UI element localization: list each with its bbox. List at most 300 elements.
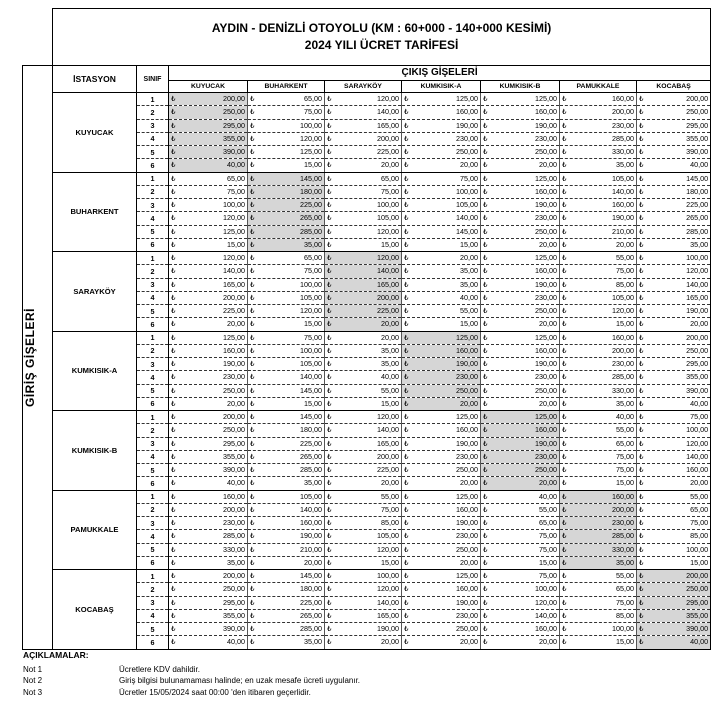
fare-value: 390,00 (686, 147, 709, 157)
fare-cell (481, 437, 560, 450)
note-text: Ücretlere KDV dahildir. (119, 664, 200, 674)
fare-cell (637, 490, 711, 503)
fare-cell (248, 437, 325, 450)
fare-value: 285,00 (612, 531, 634, 541)
fare-value: 200,00 (223, 412, 245, 422)
currency-symbol: ₺ (639, 200, 644, 210)
fare-cell (481, 252, 560, 265)
vehicle-class: 5 (137, 225, 169, 238)
fare-cell (637, 119, 711, 132)
fare-value: 190,00 (377, 624, 399, 634)
currency-symbol: ₺ (483, 597, 488, 607)
currency-symbol: ₺ (562, 518, 567, 528)
tariff-table (22, 8, 711, 650)
fare-value: 35,00 (616, 160, 634, 170)
fare-value: 120,00 (377, 544, 399, 554)
currency-symbol: ₺ (562, 120, 567, 130)
fare-cell (248, 450, 325, 463)
currency-symbol: ₺ (171, 624, 176, 634)
currency-symbol: ₺ (250, 478, 255, 488)
fare-value: 265,00 (300, 610, 322, 620)
fare-cell (560, 424, 637, 437)
currency-symbol: ₺ (171, 239, 176, 249)
fare-value: 120,00 (686, 266, 709, 276)
currency-symbol: ₺ (483, 345, 488, 355)
vehicle-class: 1 (137, 411, 169, 424)
fare-value: 165,00 (377, 120, 399, 130)
currency-symbol: ₺ (483, 107, 488, 117)
station-name: PAMUKKALE (53, 490, 137, 570)
fare-cell (402, 93, 481, 106)
fare-value: 160,00 (535, 624, 557, 634)
fare-value: 85,00 (616, 610, 634, 620)
currency-symbol: ₺ (250, 200, 255, 210)
currency-symbol: ₺ (562, 306, 567, 316)
currency-symbol: ₺ (639, 597, 644, 607)
currency-symbol: ₺ (639, 518, 644, 528)
fare-cell (637, 623, 711, 636)
currency-symbol: ₺ (639, 637, 644, 647)
fare-cell (169, 172, 248, 185)
fare-cell (169, 397, 248, 410)
fare-cell (481, 318, 560, 331)
fare-cell (325, 146, 402, 159)
currency-symbol: ₺ (171, 226, 176, 236)
currency-symbol: ₺ (404, 637, 409, 647)
table-row (23, 331, 711, 344)
fare-cell (637, 238, 711, 251)
fare-value: 20,00 (460, 253, 478, 263)
fare-value: 210,00 (612, 226, 634, 236)
fare-cell (637, 517, 711, 530)
fare-cell (169, 570, 248, 583)
currency-symbol: ₺ (250, 332, 255, 342)
fare-cell (248, 225, 325, 238)
fare-value: 160,00 (535, 345, 557, 355)
fare-cell (637, 464, 711, 477)
fare-cell (325, 623, 402, 636)
fare-cell (560, 318, 637, 331)
currency-symbol: ₺ (483, 584, 488, 594)
fare-cell (402, 278, 481, 291)
fare-cell (402, 424, 481, 437)
fare-cell (248, 119, 325, 132)
fare-cell (325, 490, 402, 503)
fare-value: 160,00 (456, 584, 478, 594)
fare-cell (637, 358, 711, 371)
fare-cell (637, 265, 711, 278)
currency-symbol: ₺ (639, 345, 644, 355)
currency-symbol: ₺ (250, 266, 255, 276)
currency-symbol: ₺ (327, 173, 332, 183)
fare-value: 140,00 (377, 107, 399, 117)
fare-value: 100,00 (223, 200, 245, 210)
fare-cell (248, 543, 325, 556)
currency-symbol: ₺ (171, 173, 176, 183)
vehicle-class: 5 (137, 464, 169, 477)
currency-symbol: ₺ (562, 438, 567, 448)
currency-symbol: ₺ (327, 478, 332, 488)
fare-cell (481, 517, 560, 530)
fare-cell (560, 543, 637, 556)
currency-symbol: ₺ (327, 438, 332, 448)
currency-symbol: ₺ (404, 465, 409, 475)
fare-value: 35,00 (304, 637, 322, 647)
fare-cell (560, 596, 637, 609)
fare-cell (637, 93, 711, 106)
fare-value: 105,00 (300, 491, 322, 501)
currency-symbol: ₺ (327, 266, 332, 276)
fare-cell (560, 464, 637, 477)
currency-symbol: ₺ (250, 425, 255, 435)
fare-value: 105,00 (377, 213, 399, 223)
currency-symbol: ₺ (483, 133, 488, 143)
fare-value: 285,00 (300, 465, 322, 475)
fare-value: 20,00 (539, 478, 557, 488)
currency-symbol: ₺ (171, 213, 176, 223)
fare-cell (325, 225, 402, 238)
fare-cell (402, 344, 481, 357)
fare-value: 330,00 (612, 544, 634, 554)
station-name: KUMKISIK-A (53, 331, 137, 411)
fare-value: 190,00 (686, 306, 709, 316)
fare-value: 40,00 (227, 478, 245, 488)
fare-value: 125,00 (456, 571, 478, 581)
exit-header: ÇIKIŞ GİŞELERİ (169, 66, 711, 81)
fare-value: 160,00 (612, 200, 634, 210)
currency-symbol: ₺ (404, 173, 409, 183)
currency-symbol: ₺ (404, 359, 409, 369)
fare-value: 125,00 (456, 491, 478, 501)
currency-symbol: ₺ (562, 319, 567, 329)
fare-cell (248, 623, 325, 636)
currency-symbol: ₺ (404, 279, 409, 289)
note-label: Not 1 (23, 664, 43, 674)
fare-cell (481, 490, 560, 503)
fare-cell (560, 450, 637, 463)
fare-value: 40,00 (690, 160, 709, 170)
currency-symbol: ₺ (171, 571, 176, 581)
fare-value: 250,00 (535, 226, 557, 236)
fare-value: 20,00 (227, 398, 245, 408)
currency-symbol: ₺ (327, 597, 332, 607)
fare-value: 200,00 (612, 107, 634, 117)
fare-value: 225,00 (377, 147, 399, 157)
fare-value: 20,00 (539, 239, 557, 249)
fare-cell (402, 477, 481, 490)
vehicle-class: 5 (137, 384, 169, 397)
fare-cell (325, 265, 402, 278)
fare-cell (481, 450, 560, 463)
fare-value: 145,00 (300, 173, 322, 183)
fare-value: 355,00 (223, 610, 245, 620)
currency-symbol: ₺ (250, 226, 255, 236)
fare-value: 200,00 (223, 504, 245, 514)
currency-symbol: ₺ (404, 504, 409, 514)
fare-cell (402, 517, 481, 530)
currency-symbol: ₺ (171, 385, 176, 395)
currency-symbol: ₺ (404, 518, 409, 528)
fare-value: 100,00 (300, 120, 322, 130)
currency-symbol: ₺ (404, 557, 409, 567)
fare-cell (402, 199, 481, 212)
currency-symbol: ₺ (327, 306, 332, 316)
fare-value: 160,00 (456, 425, 478, 435)
currency-symbol: ₺ (404, 372, 409, 382)
currency-symbol: ₺ (639, 160, 644, 170)
currency-symbol: ₺ (404, 610, 409, 620)
fare-cell (248, 172, 325, 185)
fare-cell (169, 464, 248, 477)
currency-symbol: ₺ (404, 332, 409, 342)
currency-symbol: ₺ (639, 438, 644, 448)
fare-cell (169, 291, 248, 304)
fare-value: 250,00 (456, 465, 478, 475)
currency-symbol: ₺ (404, 597, 409, 607)
fare-cell (560, 291, 637, 304)
vehicle-class: 4 (137, 291, 169, 304)
fare-cell (325, 358, 402, 371)
vehicle-class: 6 (137, 238, 169, 251)
currency-symbol: ₺ (639, 319, 644, 329)
vehicle-class: 1 (137, 570, 169, 583)
fare-cell (402, 212, 481, 225)
fare-value: 40,00 (227, 160, 245, 170)
fare-cell (169, 331, 248, 344)
fare-cell (637, 371, 711, 384)
fare-value: 160,00 (535, 107, 557, 117)
currency-symbol: ₺ (327, 239, 332, 249)
fare-value: 250,00 (686, 584, 709, 594)
fare-cell (325, 371, 402, 384)
fare-cell (481, 185, 560, 198)
currency-symbol: ₺ (404, 186, 409, 196)
currency-symbol: ₺ (250, 160, 255, 170)
currency-symbol: ₺ (483, 266, 488, 276)
fare-value: 55,00 (616, 425, 634, 435)
vehicle-class: 6 (137, 318, 169, 331)
fare-cell (560, 199, 637, 212)
fare-cell (637, 477, 711, 490)
fare-value: 125,00 (535, 253, 557, 263)
currency-symbol: ₺ (483, 531, 488, 541)
currency-symbol: ₺ (562, 597, 567, 607)
fare-value: 100,00 (300, 345, 322, 355)
fare-cell (560, 146, 637, 159)
currency-symbol: ₺ (639, 239, 644, 249)
currency-symbol: ₺ (404, 133, 409, 143)
currency-symbol: ₺ (483, 451, 488, 461)
fare-cell (637, 636, 711, 649)
fare-value: 200,00 (377, 292, 399, 302)
currency-symbol: ₺ (562, 624, 567, 634)
fare-value: 285,00 (300, 226, 322, 236)
fare-cell (169, 411, 248, 424)
currency-symbol: ₺ (171, 504, 176, 514)
fare-value: 140,00 (686, 279, 709, 289)
fare-value: 200,00 (377, 133, 399, 143)
currency-symbol: ₺ (171, 531, 176, 541)
currency-symbol: ₺ (639, 359, 644, 369)
fare-cell (248, 331, 325, 344)
fare-cell (560, 185, 637, 198)
fare-cell (169, 106, 248, 119)
fare-value: 20,00 (539, 319, 557, 329)
fare-value: 40,00 (616, 412, 634, 422)
currency-symbol: ₺ (250, 624, 255, 634)
table-row (23, 93, 711, 106)
vehicle-class: 3 (137, 437, 169, 450)
exit-column-header: SARAYKÖY (325, 80, 402, 92)
fare-cell (169, 252, 248, 265)
currency-symbol: ₺ (562, 94, 567, 104)
fare-value: 75,00 (304, 266, 322, 276)
currency-symbol: ₺ (404, 544, 409, 554)
fare-value: 200,00 (686, 94, 709, 104)
fare-value: 190,00 (456, 438, 478, 448)
currency-symbol: ₺ (250, 239, 255, 249)
fare-cell (481, 477, 560, 490)
fare-cell (169, 278, 248, 291)
vehicle-class: 1 (137, 490, 169, 503)
fare-value: 105,00 (300, 359, 322, 369)
currency-symbol: ₺ (404, 412, 409, 422)
fare-value: 200,00 (686, 571, 709, 581)
fare-cell (402, 305, 481, 318)
fare-value: 140,00 (456, 213, 478, 223)
vehicle-class: 4 (137, 609, 169, 622)
currency-symbol: ₺ (250, 398, 255, 408)
currency-symbol: ₺ (327, 279, 332, 289)
fare-cell (402, 450, 481, 463)
vehicle-class: 5 (137, 305, 169, 318)
fare-value: 145,00 (300, 385, 322, 395)
fare-cell (481, 305, 560, 318)
fare-cell (402, 636, 481, 649)
fare-cell (402, 358, 481, 371)
fare-cell (248, 185, 325, 198)
fare-value: 265,00 (300, 451, 322, 461)
currency-symbol: ₺ (483, 557, 488, 567)
fare-cell (169, 623, 248, 636)
fare-cell (560, 437, 637, 450)
fare-value: 230,00 (535, 213, 557, 223)
fare-cell (637, 609, 711, 622)
fare-cell (402, 331, 481, 344)
fare-value: 250,00 (535, 306, 557, 316)
currency-symbol: ₺ (562, 200, 567, 210)
fare-value: 75,00 (381, 504, 399, 514)
fare-value: 35,00 (304, 239, 322, 249)
fare-value: 145,00 (686, 173, 709, 183)
title-line-1: AYDIN - DENİZLİ OTOYOLU (KM : 60+000 - 140+000 KESİMİ) (211, 21, 552, 35)
fare-value: 250,00 (223, 107, 245, 117)
fare-cell (481, 503, 560, 516)
fare-cell (481, 278, 560, 291)
fare-cell (248, 238, 325, 251)
vehicle-class: 6 (137, 159, 169, 172)
fare-value: 40,00 (381, 372, 399, 382)
currency-symbol: ₺ (171, 160, 176, 170)
fare-value: 180,00 (686, 186, 709, 196)
fare-cell (637, 583, 711, 596)
currency-symbol: ₺ (562, 398, 567, 408)
exit-column-header: KUMKISIK-B (481, 80, 560, 92)
fare-value: 230,00 (456, 531, 478, 541)
fare-cell (248, 424, 325, 437)
fare-value: 40,00 (227, 637, 245, 647)
fare-value: 20,00 (381, 160, 399, 170)
currency-symbol: ₺ (562, 584, 567, 594)
fare-value: 20,00 (381, 478, 399, 488)
fare-value: 100,00 (456, 186, 478, 196)
currency-symbol: ₺ (327, 359, 332, 369)
fare-value: 85,00 (616, 279, 634, 289)
currency-symbol: ₺ (404, 438, 409, 448)
currency-symbol: ₺ (327, 544, 332, 554)
currency-symbol: ₺ (171, 253, 176, 263)
currency-symbol: ₺ (639, 504, 644, 514)
fare-cell (325, 172, 402, 185)
fare-value: 15,00 (690, 557, 709, 567)
fare-value: 330,00 (223, 544, 245, 554)
currency-symbol: ₺ (639, 584, 644, 594)
fare-value: 180,00 (300, 186, 322, 196)
fare-value: 230,00 (535, 451, 557, 461)
currency-symbol: ₺ (483, 120, 488, 130)
fare-value: 145,00 (300, 412, 322, 422)
vehicle-class: 4 (137, 530, 169, 543)
currency-symbol: ₺ (327, 412, 332, 422)
fare-value: 65,00 (304, 253, 322, 263)
fare-cell (637, 530, 711, 543)
notes-section (23, 650, 360, 698)
currency-symbol: ₺ (483, 610, 488, 620)
currency-symbol: ₺ (327, 571, 332, 581)
fare-value: 160,00 (535, 425, 557, 435)
currency-symbol: ₺ (250, 319, 255, 329)
currency-symbol: ₺ (171, 147, 176, 157)
currency-symbol: ₺ (483, 412, 488, 422)
currency-symbol: ₺ (250, 438, 255, 448)
fare-cell (248, 305, 325, 318)
currency-symbol: ₺ (639, 279, 644, 289)
currency-symbol: ₺ (404, 200, 409, 210)
fare-value: 285,00 (612, 133, 634, 143)
fare-cell (169, 543, 248, 556)
fare-cell (169, 636, 248, 649)
fare-value: 165,00 (377, 438, 399, 448)
currency-symbol: ₺ (404, 319, 409, 329)
fare-value: 190,00 (456, 518, 478, 528)
fare-cell (402, 437, 481, 450)
fare-cell (402, 570, 481, 583)
currency-symbol: ₺ (639, 332, 644, 342)
fare-cell (248, 146, 325, 159)
fare-value: 65,00 (539, 518, 557, 528)
fare-cell (325, 93, 402, 106)
fare-value: 160,00 (535, 266, 557, 276)
exit-column-header: BUHARKENT (248, 80, 325, 92)
currency-symbol: ₺ (327, 398, 332, 408)
fare-cell (560, 252, 637, 265)
currency-symbol: ₺ (250, 213, 255, 223)
vehicle-class: 2 (137, 106, 169, 119)
fare-value: 295,00 (223, 438, 245, 448)
currency-symbol: ₺ (404, 451, 409, 461)
fare-cell (169, 609, 248, 622)
fare-cell (402, 318, 481, 331)
